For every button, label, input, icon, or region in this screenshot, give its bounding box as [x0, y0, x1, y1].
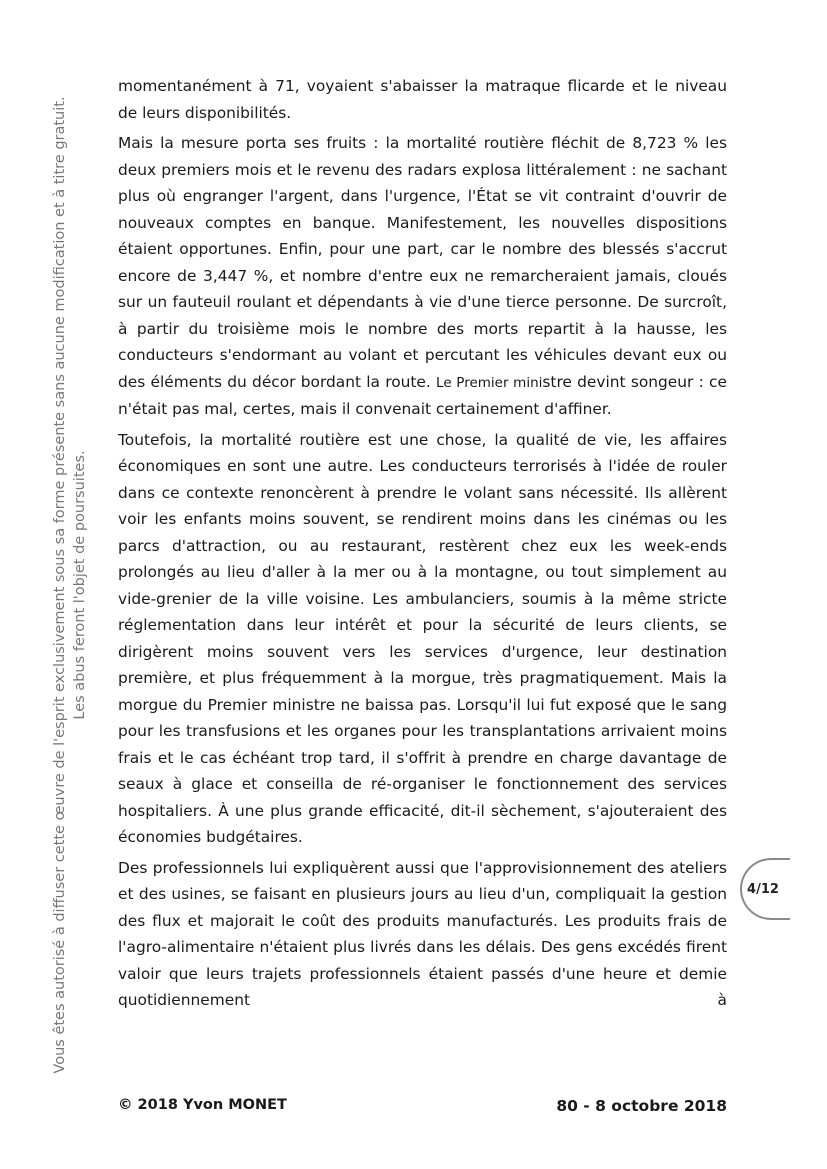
footer-page-info: 80 - 8 octobre 2018: [556, 1097, 727, 1115]
copyright-notice-sidebar: [50, 85, 90, 1085]
document-body: [118, 73, 727, 1018]
paragraph-3: Toutefois, la mortalité routière est une chose, la qualité de vie, les affaires économiques en sont une autre. Les conducteurs terrorisés à l'idée de rouler dans ce contexte renoncèrent à prendre le volant sans nécessité. Ils allèrent voir les enfants moins souvent, se rendirent moins dans les cinémas ou les parcs d'attraction, ou au restaurant, restèrent chez eux les week-ends prolongés au lieu d'aller à la mer ou à la montagne, ou tout simplement au vide-grenier de la ville voisine. Les ambulanciers, soumis à la même stricte réglementation dans leur intérêt et pour la sécurité de leurs clients, se dirigèrent moins souvent vers les services d'urgence, leur destination première, et plus fréquemment à la morgue, très pragmatiquement. Mais la morgue du Premier ministre ne baissa pas. Lorsqu'il lui fut exposé que le sang pour les transfusions et les organes pour les transplantations arrivaient moins frais et le cas échéant trop tard, il s'offrit à prendre en charge davantage de seaux à glace et conseilla de ré-organiser le fonctionnement des services hospitaliers. À une plus grande efficacité, dit-il sèchement, s'ajouteraient des économies budgétaires.: [118, 430, 727, 846]
paragraph-1: momentanément à 71, voyaient s'abaisser la matraque flicarde et le niveau de leurs disponibilités.: [118, 77, 727, 122]
sidebar-notice-line-1: Vous êtes autorisé à diffuser cette œuvre de l'esprit exclusivement sous sa forme présente sans aucune modification et à titre gratuit.: [52, 96, 68, 1074]
page-number-badge: 4/12: [740, 858, 790, 920]
paragraph-2: [118, 130, 727, 423]
paragraph-4: Des professionnels lui expliquèrent aussi que l'approvisionnement des ateliers et des usines, se faisant en plusieurs jours au lieu d'un, compliquait la gestion des flux et majorait le coût des produits manufacturés. Les produits frais de l'agro-alimentaire n'étaient plus livrés dans les délais. Des gens excédés firent valoir que leurs trajets professionnels étaient passés d'une heure et demie quotidiennement à: [118, 858, 727, 1009]
paragraph-2-text-a: Mais la mesure porta ses fruits : la mortalité routière fléchit de 8,723 % les deux premiers mois et le revenu des radars explosa littéralement : ne sachant plus où engranger l'argent, dans l'urgence, l'État se vit contraint d'ouvrir de nouveaux comptes en banque. Manifestement, les nouvelles dispositions étaient opportunes. Enfin, pour une part, car le nombre des blessés s'accrut encore de 3,447 %, et nombre d'entre eux ne remarcheraient jamais, cloués sur un fauteuil roulant et dépendants à vie d'une tierce personne. De surcroît, à partir du troisième mois le nombre des morts repartit à la hausse, les conducteurs s'endormant au volant et percutant les véhicules devant eux ou des éléments du décor bordant la route.: [118, 134, 727, 391]
paragraph-2-small-text: Le Premier mini: [436, 374, 543, 391]
paragraph-2-text-b: stre devint songeur : ce n'était pas mal, certes, mais il convenait certainement d'affiner.: [118, 372, 727, 418]
footer-copyright: © 2018 Yvon MONET: [118, 1097, 287, 1113]
sidebar-notice-line-2: Les abus feront l'objet de poursuites.: [72, 450, 88, 720]
